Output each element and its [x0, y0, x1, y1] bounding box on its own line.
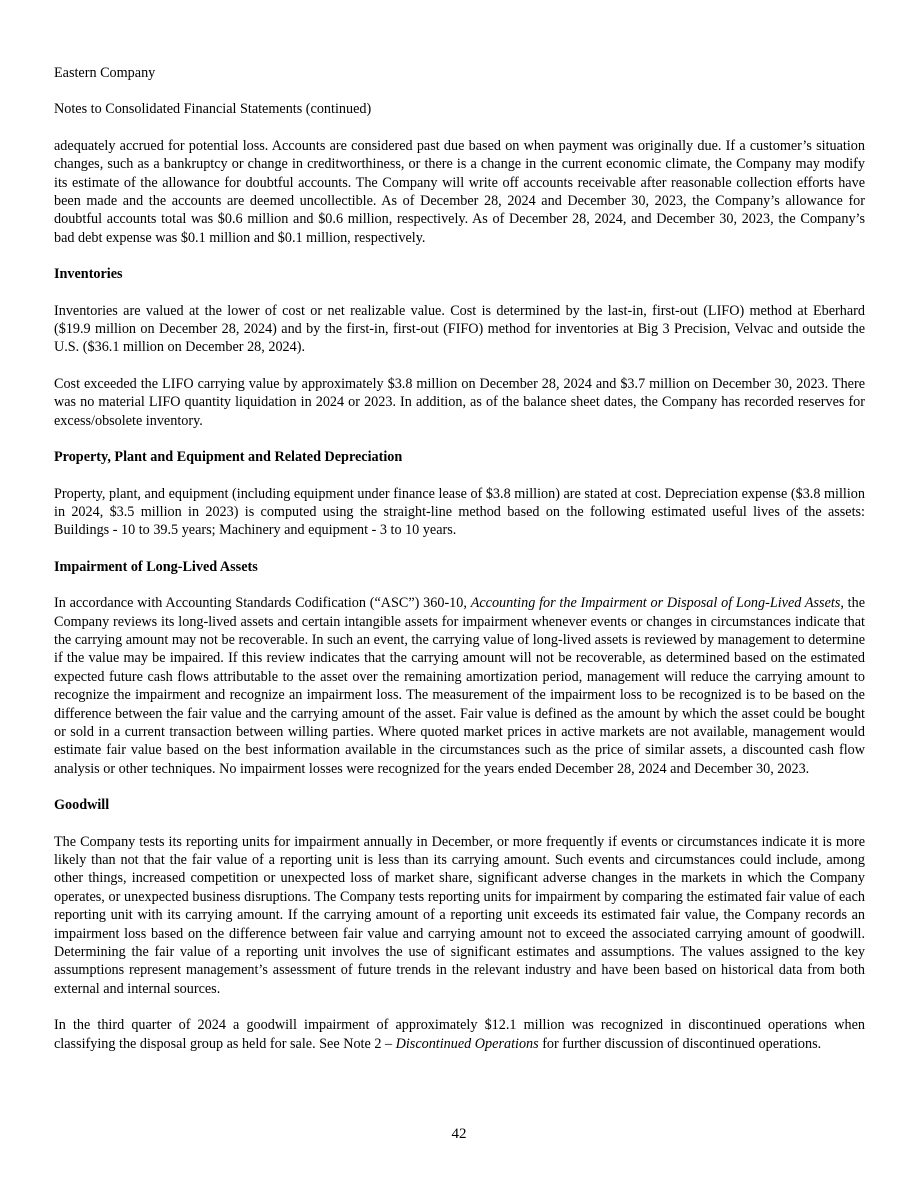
ppe-heading: Property, Plant and Equipment and Related Depreciation — [54, 449, 403, 466]
goodwill-text-start: In the third quarter of 2024 a goodwill impairment of approximately $12.1 million was recognized in discontinued operations when classifying the disposal group as held for sale. See Note 2 – — [54, 1017, 865, 1052]
goodwill-paragraph-2 — [54, 1016, 865, 1053]
company-name: Eastern Company — [54, 65, 156, 81]
inventories-heading: Inventories — [54, 266, 123, 283]
ppe-paragraph: Property, plant, and equipment (including equipment under finance lease of $3.8 million) are stated at cost. Depreciation expense ($3.8 million in 2024, $3.5 million in 2023) is computed using the straight-line method based on the following estimated useful lives of the assets: Buildings - 10 to 39.5 years; Machinery and equipment - 3 to 10 years. — [54, 485, 865, 539]
inventories-paragraph-1: Inventories are valued at the lower of cost or net realizable value. Cost is determined by the last-in, first-out (LIFO) method at Eberhard ($19.9 million on December 28, 2024) and by the first-in, first-out (FIFO) method for inventories at Big 3 Precision, Velvac and outside the U.S. ($36.1 million on December 28, 2024). — [54, 302, 865, 356]
goodwill-heading: Goodwill — [54, 797, 110, 814]
notes-title: Notes to Consolidated Financial Statements (continued) — [54, 101, 372, 118]
impairment-text-start: In accordance with Accounting Standards Codification (“ASC”) 360-10, — [54, 595, 471, 612]
impairment-standard-title: Accounting for the Impairment or Disposal of Long-Lived Assets, — [470, 595, 844, 612]
allowance-paragraph: adequately accrued for potential loss. Accounts are considered past due based on when payment was originally due. If a customer’s situation changes, such as a bankruptcy or change in creditworthiness, or there is a change in the current economic climate, the Company may modify its estimate of the allowance for doubtful accounts. The Company will write off accounts receivable after reasonable collection efforts have been made and the accounts are deemed uncollectible. As of December 28, 2024 and December 30, 2023, the Company’s allowance for doubtful accounts total was $0.6 million and $0.6 million, respectively. As of December 28, 2024, and December 30, 2023, the Company’s bad debt expense was $0.1 million and $0.1 million, respectively. — [54, 137, 865, 246]
goodwill-paragraph-1: The Company tests its reporting units for impairment annually in December, or more frequently if events or circumstances indicate it is more likely than not that the fair value of a reporting unit is less than its carrying amount. Such events and circumstances could include, among other things, increased competition or unexpected loss of market share, significant adverse changes in the markets in which the Company operates, or unexpected business disruptions. The Company tests reporting units for impairment by comparing the estimated fair value of each reporting unit with its carrying amount. If the carrying amount of a reporting unit exceeds its estimated fair value, the Company records an impairment loss based on the difference between fair value and carrying amount not to exceed the associated carrying amount of goodwill. Determining the fair value of a reporting unit involves the use of significant estimates and assumptions. The values assigned to the key assumptions represent management’s assessment of future trends in the relevant industry and have been based on historical data from both external and internal sources. — [54, 833, 865, 997]
inventories-paragraph-2: Cost exceeded the LIFO carrying value by approximately $3.8 million on December 28, 2024 and $3.7 million on December 30, 2023. There was no material LIFO quantity liquidation in 2024 or 2023. In addition, as of the balance sheet dates, the Company has recorded reserves for excess/obsolete inventory. — [54, 375, 865, 429]
impairment-heading: Impairment of Long-Lived Assets — [54, 558, 258, 575]
discontinued-operations-reference: Discontinued Operations — [395, 1035, 539, 1052]
goodwill-text-rest: for further discussion of discontinued operations. — [538, 1035, 822, 1052]
document-page — [54, 64, 865, 1053]
impairment-text-rest: the Company reviews its long-lived assets and certain intangible assets for impairment whenever events or changes in circumstances indicate that the carrying amount may not be recoverable. In such an event, the carrying value of long-lived assets is reviewed by management to determine if the value may be impaired. If this review indicates that the carrying amount will not be recoverable, as determined based on the estimated expected future cash flows attributable to the asset over the remaining amortization period, management will reduce the carrying amount to recognize the impairment and recognize an impairment loss. The measurement of the impairment loss to be recognized is to be based on the difference between the fair value and the carrying amount of the asset. Fair value is defined as the amount by which the asset could be bought or sold in a current transaction between willing parties. Where quoted market prices in active markets are not available, management would estimate fair value based on the best information available in the circumstances such as the price of similar assets, a discounted cash flow analysis or other techniques. No impairment losses were recognized for the years ended December 28, 2024 and December 30, 2023. — [54, 595, 865, 777]
impairment-paragraph — [54, 594, 865, 778]
page-number: 42 — [451, 1126, 467, 1142]
